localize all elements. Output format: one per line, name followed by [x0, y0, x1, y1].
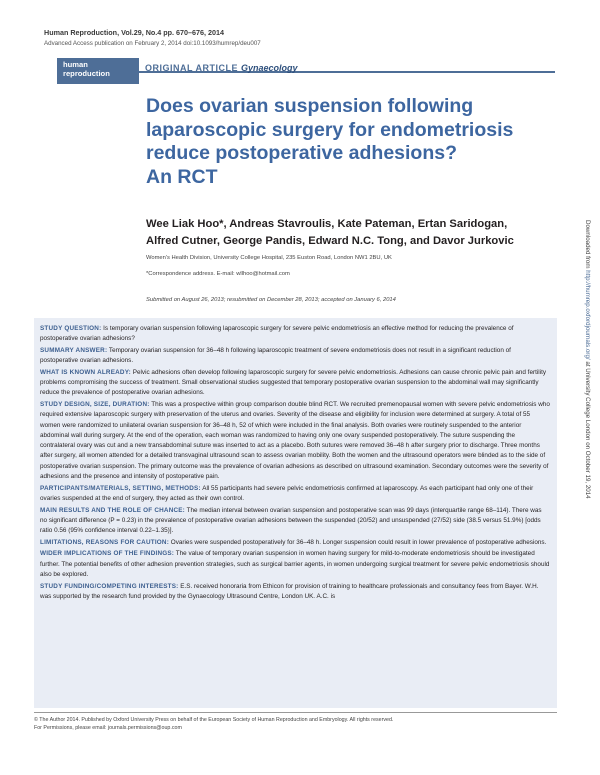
abstract-text: Temporary ovarian suspension for 36–48 h following laparoscopic treatment of severe endometriosis does not result in a significant reduction of postoperative ovarian adhesions.: [40, 346, 511, 365]
title-line-4: An RCT: [146, 165, 218, 188]
abstract-text: This was a prospective within group comparison double blind RCT. We recruited premenopausal women with severe pelvic endometriosis who required extensive laparoscopic surgery with preservation of the uterus and ovaries. Severity of the disease and eligibility for inclusion were determined at surgery. A total of 55 women were randomized to unilateral ovarian suspension for 36–48 h, 52 of which were included in the final analysis. Both ovaries were routinely suspended to the anterior abdominal wall during surgery. At the end of the operation, each woman was randomized to having only one ovary suspended postoperatively. The suture suspending the contralateral ovary was cut and a new transabdominal suture was inserted to act as a placebo. Both sutures were removed 36–48 h after surgery prior to discharge. Three months after surgery, all women attended for a detailed transvaginal ultrasound scan to assess ovarian mobility. Both the women and the ultrasound operators were blinded as to the side of postoperative ovarian suspension. The primary outcome was the prevalence of ovarian adhesions as described on ultrasound examination. Secondary outcomes were the severity of adhesions and the presence and intensity of postoperative pain.: [40, 400, 550, 481]
abstract-section: [40, 324, 550, 345]
download-notice: [581, 220, 591, 640]
title-line-2: laparoscopic surgery for endometriosis: [146, 118, 514, 141]
title-line-3: reduce postoperative adhesions?: [146, 142, 458, 164]
affiliation: Women's Health Division, University College Hospital, 235 Euston Road, London NW1 2BU, UK: [146, 255, 392, 261]
abstract-heading: WHAT IS KNOWN ALREADY:: [40, 368, 131, 376]
abstract-section: [40, 400, 550, 482]
abstract-heading: WIDER IMPLICATIONS OF THE FINDINGS:: [40, 550, 175, 558]
abstract-section: [40, 506, 550, 537]
abstract-text: E.S. received honoraria from Ethicon for provision of training to healthcare professionals and consultancy fees from Bayer. W.H. was supported by the research fund provided by the Gynaecology Ultrasound Centre, London UK. A.C. is: [40, 582, 539, 600]
submission-dates: Submitted on August 26, 2013; resubmitted on December 28, 2013; accepted on January 6, 2014: [146, 297, 396, 303]
logo-line-1: human: [63, 60, 88, 69]
journal-logo-text: [63, 61, 110, 78]
footer: [34, 716, 393, 732]
abstract-section: [40, 538, 550, 548]
authors-line-2: Alfred Cutner, George Pandis, Edward N.C. Tong, and Davor Jurkovic: [146, 235, 514, 247]
journal-citation: Human Reproduction, Vol.29, No.4 pp. 670–676, 2014: [44, 28, 225, 37]
abstract-section: [40, 346, 550, 367]
abstract-heading: MAIN RESULTS AND THE ROLE OF CHANCE:: [40, 506, 185, 514]
abstract-text: Ovaries were suspended postoperatively for 36–48 h. Longer suspension could result in lower prevalence of postoperative adhesions.: [169, 538, 547, 546]
abstract-section: [40, 549, 550, 580]
article-type-main: ORIGINAL ARTICLE: [145, 63, 238, 73]
title-line-1: Does ovarian suspension following: [146, 95, 474, 117]
download-link[interactable]: http://humrep.oxfordjournals.org/: [584, 270, 591, 360]
abstract-heading: SUMMARY ANSWER:: [40, 346, 108, 354]
permissions-line: For Permissions, please email: journals.permissions@oup.com: [34, 725, 182, 731]
abstract-heading: STUDY QUESTION:: [40, 325, 102, 332]
logo-line-2: reproduction: [63, 68, 110, 78]
article-type: [145, 63, 298, 73]
advance-access-doi: Advanced Access publication on February 2, 2014 doi:10.1093/humrep/deu007: [44, 40, 261, 47]
abstract-text: The value of temporary ovarian suspension in women having surgery for mild-to-moderate endometriosis should be investigated further. The potential benefits of other adhesion prevention strategies, such as surgical barrier agents, in women undergoing surgical treatment for severe pelvic endometriosis should also be explored.: [40, 550, 550, 578]
authors-line-1: Wee Liak Hoo*, Andreas Stavroulis, Kate Pateman, Ertan Saridogan,: [146, 218, 508, 230]
structured-abstract: [40, 324, 550, 603]
article-title: [146, 95, 546, 189]
abstract-text: The median interval between ovarian suspension and postoperative scan was 99 days (interquartile range 68–114). There was no significant difference (P = 0.23) in the prevalence of postoperative ovarian adhesions between the suspended (20/52) and unsuspended (27/52) side (38.5 versus 51.9%) [odds ratio 0.56 (95% confidence interval 0.22–1.35)].: [40, 506, 542, 535]
abstract-heading: PARTICIPANTS/MATERIALS, SETTING, METHODS:: [40, 484, 201, 492]
download-notice-text: [584, 220, 591, 499]
abstract-section: [40, 368, 550, 399]
footer-rule: [34, 712, 557, 713]
abstract-text: Is temporary ovarian suspension following laparoscopic surgery for severe pelvic endometriosis an effective method for reducing the prevalence of postoperative ovarian adhesions?: [40, 325, 514, 343]
download-prefix: Downloaded from: [584, 220, 591, 271]
abstract-text: All 55 participants had severe pelvic endometriosis confirmed at laparoscopy. As each participant had only one of their ovaries suspended at the end of surgery, they acted as their own control.: [40, 484, 534, 502]
abstract-section: [40, 484, 550, 505]
abstract-heading: LIMITATIONS, REASONS FOR CAUTION:: [40, 538, 170, 546]
article-type-sub: Gynaecology: [241, 63, 298, 73]
abstract-heading: STUDY DESIGN, SIZE, DURATION:: [40, 400, 150, 408]
abstract-section: [40, 582, 550, 603]
copyright-line: © The Author 2014. Published by Oxford University Press on behalf of the European Society of Human Reproduction and Embryology. All rights reserved.: [34, 717, 394, 723]
abstract-text: Pelvic adhesions often develop following laparoscopic surgery for severe pelvic endometriosis. Adhesions can cause chronic pelvic pain and fertility problems compromising the success of treatment. Small observational studies suggested that temporary postoperative ovarian suspension to the abdominal wall may significantly reduce the prevalence of postoperative ovarian adhesions.: [40, 368, 547, 397]
download-suffix: at University College London on October 19, 2014: [584, 359, 591, 499]
correspondence: *Correspondence address. E-mail: wllhoo@hotmail.com: [146, 271, 290, 277]
abstract-heading: STUDY FUNDING/COMPETING INTERESTS:: [40, 582, 179, 590]
author-list: [146, 216, 561, 250]
